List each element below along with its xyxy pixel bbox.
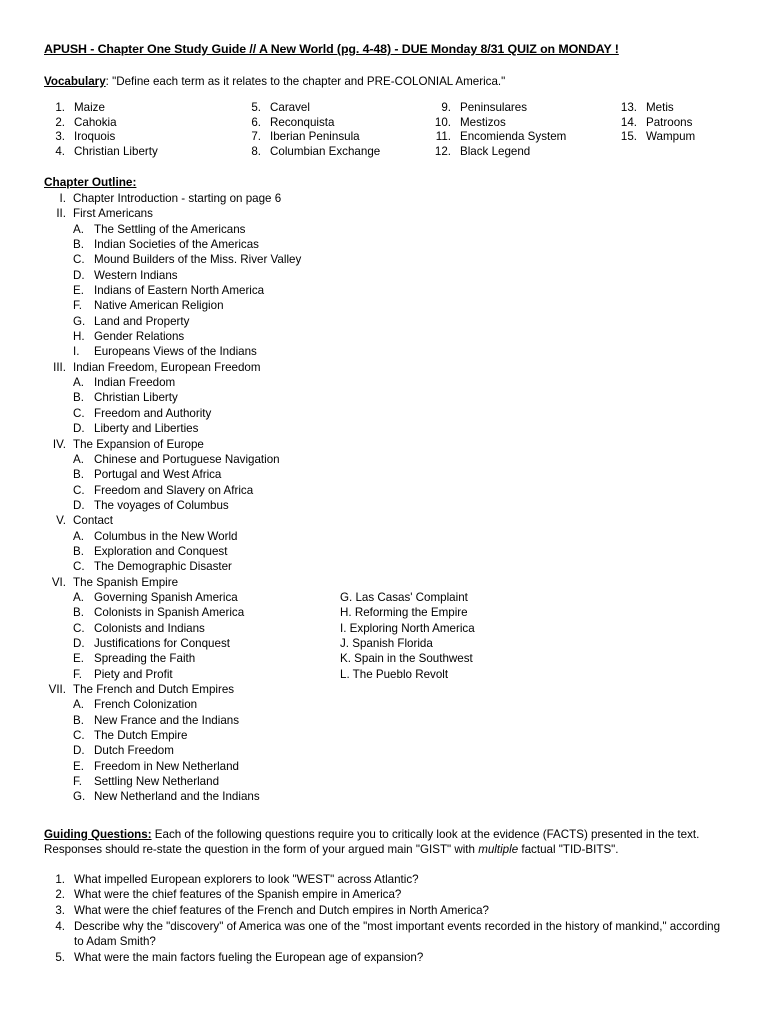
guiding-question-item	[44, 950, 730, 966]
outline-row-text: The Dutch Empire	[94, 729, 188, 743]
vocabulary-item	[430, 116, 620, 131]
vocabulary-item-term: Wampum	[646, 130, 696, 144]
outline-row-text: Gender Relations	[94, 330, 185, 344]
outline-subsection-row	[44, 467, 730, 482]
chapter-outline-heading: Chapter Outline:	[44, 175, 137, 189]
vocabulary-item	[616, 116, 731, 131]
vocabulary-item-number: 12.	[434, 144, 451, 158]
outline-row-marker: IV.	[52, 437, 66, 451]
vocabulary-item-term: Christian Liberty	[74, 144, 158, 158]
outline-row-marker: E.	[73, 759, 84, 773]
chapter-outline-list	[44, 191, 730, 805]
outline-row-marker: D.	[73, 636, 85, 650]
vocabulary-item-number: 5.	[251, 101, 261, 114]
outline-row-text: Freedom and Authority	[94, 406, 212, 420]
vocabulary-item-term: Reconquista	[270, 115, 335, 129]
outline-row-text: The Settling of the Americans	[94, 222, 246, 236]
outline-subsection-row	[44, 529, 730, 544]
outline-row-text: Colonists and Indians	[94, 621, 205, 635]
vocabulary-column	[240, 101, 430, 159]
outline-row-secondary-text: H. Reforming the Empire	[340, 606, 468, 620]
outline-row-marker: VI.	[51, 575, 66, 589]
vocabulary-column	[44, 101, 234, 159]
guiding-questions-intro	[44, 827, 730, 858]
outline-row-marker: D.	[73, 422, 85, 436]
vocabulary-item-number: 10.	[434, 115, 451, 129]
vocabulary-item-number: 3.	[55, 130, 65, 144]
outline-row-marker: G.	[73, 314, 86, 328]
guiding-question-item	[44, 919, 730, 950]
guiding-question-text: What were the chief features of the French and Dutch empires in North America?	[74, 903, 489, 917]
vocabulary-item-number: 2.	[55, 115, 65, 129]
outline-row-text: Indian Societies of the Americas	[94, 238, 259, 252]
outline-row-secondary-text: J. Spanish Florida	[340, 636, 433, 650]
outline-row-marker: A.	[73, 376, 84, 390]
vocabulary-item-term: Columbian Exchange	[270, 144, 381, 158]
outline-row-marker: B.	[73, 391, 84, 405]
outline-section-row	[44, 191, 730, 206]
outline-row-marker: II.	[56, 207, 66, 221]
outline-row-marker: D.	[73, 268, 85, 282]
vocabulary-item	[240, 145, 430, 160]
guiding-questions-block	[44, 827, 730, 966]
vocabulary-item	[240, 101, 430, 116]
outline-row-marker: A.	[73, 222, 84, 236]
outline-row-text: Freedom and Slavery on Africa	[94, 483, 254, 497]
outline-row-text: Indians of Eastern North America	[94, 284, 265, 298]
outline-row-text: Settling New Netherland	[94, 775, 220, 789]
outline-row-text: Chinese and Portuguese Navigation	[94, 452, 280, 466]
vocabulary-item	[616, 101, 731, 116]
outline-row-marker: G.	[73, 790, 86, 804]
outline-row-marker: C.	[73, 406, 85, 420]
outline-subsection-row	[44, 252, 730, 267]
outline-row-secondary-text: K. Spain in the Southwest	[340, 652, 473, 666]
outline-subsection-row	[44, 222, 730, 237]
outline-row-secondary-text: I. Exploring North America	[340, 621, 475, 635]
outline-row-marker: F.	[73, 775, 83, 789]
outline-subsection-row	[44, 314, 730, 329]
outline-row-marker: A.	[73, 529, 84, 543]
outline-row-text: French Colonization	[94, 698, 198, 712]
outline-row-text: Dutch Freedom	[94, 744, 174, 758]
vocabulary-item	[240, 116, 430, 131]
guiding-question-item	[44, 887, 730, 903]
vocabulary-item-number: 13.	[620, 101, 637, 114]
outline-section-row	[44, 513, 730, 528]
outline-row-marker: C.	[73, 560, 85, 574]
outline-section-row	[44, 682, 730, 697]
vocabulary-item-term: Black Legend	[460, 144, 531, 158]
vocabulary-label-colon: :	[105, 75, 109, 88]
guiding-question-item	[44, 872, 730, 888]
outline-row-text: Freedom in New Netherland	[94, 759, 239, 773]
outline-subsection-row	[44, 789, 730, 804]
outline-subsection-row	[44, 713, 730, 728]
vocabulary-item-term: Metis	[646, 101, 674, 114]
vocabulary-item-number: 7.	[251, 130, 261, 144]
vocabulary-label: Vocabulary	[44, 75, 106, 88]
outline-section-row	[44, 206, 730, 221]
outline-row-text: The French and Dutch Empires	[73, 683, 235, 696]
outline-row-marker: A.	[73, 698, 84, 712]
outline-subsection-row	[44, 498, 730, 513]
vocabulary-item	[44, 116, 234, 131]
outline-row-marker: B.	[73, 544, 84, 558]
outline-subsection-row	[44, 759, 730, 774]
outline-row-text: Europeans Views of the Indians	[94, 345, 257, 359]
vocabulary-item-term: Iberian Peninsula	[270, 130, 360, 144]
vocabulary-item	[430, 130, 620, 145]
outline-row-marker: E.	[73, 284, 84, 298]
outline-row-text: Land and Property	[94, 314, 190, 328]
outline-row-text: Indian Freedom, European Freedom	[73, 360, 261, 374]
outline-row-marker: I.	[73, 345, 80, 359]
page-title: APUSH - Chapter One Study Guide // A New World (pg. 4-48) - DUE Monday 8/31 QUIZ on MONDAY !	[44, 42, 619, 56]
vocabulary-item-term: Encomienda System	[460, 130, 567, 144]
outline-row-text: Justifications for Conquest	[94, 636, 230, 650]
outline-subsection-row	[44, 636, 730, 651]
outline-row-text: Colonists in Spanish America	[94, 606, 245, 620]
outline-row-marker: V.	[56, 514, 66, 528]
outline-row-text: Liberty and Liberties	[94, 422, 199, 436]
outline-row-text: Indian Freedom	[94, 376, 176, 390]
outline-row-marker: F.	[73, 667, 83, 681]
outline-row-text: Portugal and West Africa	[94, 468, 222, 482]
outline-subsection-row	[44, 605, 730, 620]
outline-row-marker: D.	[73, 744, 85, 758]
outline-row-text: Exploration and Conquest	[94, 544, 228, 558]
vocabulary-item	[240, 130, 430, 145]
outline-row-marker: A.	[73, 452, 84, 466]
vocabulary-item-number: 6.	[251, 115, 261, 129]
guiding-question-number: 1.	[55, 872, 65, 886]
outline-subsection-row	[44, 421, 730, 436]
vocabulary-item	[44, 145, 234, 160]
outline-row-text: First Americans	[73, 207, 153, 221]
vocabulary-instruction-line	[44, 75, 730, 89]
vocabulary-item-term: Patroons	[646, 115, 693, 129]
outline-row-secondary-text: L. The Pueblo Revolt	[340, 667, 449, 681]
outline-row-marker: H.	[73, 330, 85, 344]
vocabulary-instruction-text: "Define each term as it relates to the chapter and PRE-COLONIAL America."	[108, 75, 506, 88]
outline-row-secondary-text: G. Las Casas' Complaint	[340, 590, 468, 604]
outline-row-text: The voyages of Columbus	[94, 498, 229, 512]
outline-section-row	[44, 575, 730, 590]
vocabulary-item-term: Mestizos	[460, 115, 506, 129]
outline-subsection-row	[44, 268, 730, 283]
outline-row-text: New Netherland and the Indians	[94, 790, 260, 804]
outline-subsection-row	[44, 298, 730, 313]
outline-subsection-row	[44, 452, 730, 467]
outline-subsection-row	[44, 329, 730, 344]
outline-subsection-row	[44, 544, 730, 559]
vocabulary-item-number: 8.	[251, 144, 261, 158]
vocabulary-item	[430, 101, 620, 116]
outline-row-marker: III.	[53, 360, 66, 374]
document-content	[44, 42, 730, 965]
outline-subsection-row	[44, 344, 730, 359]
outline-row-text: Piety and Profit	[94, 667, 173, 681]
vocabulary-item-number: 15.	[620, 130, 637, 144]
outline-subsection-row	[44, 651, 730, 666]
guiding-questions-label: Guiding Questions:	[44, 827, 152, 841]
outline-subsection-row	[44, 590, 730, 605]
outline-row-marker: C.	[73, 253, 85, 267]
outline-subsection-row	[44, 728, 730, 743]
guiding-questions-list	[44, 872, 730, 966]
outline-section-row	[44, 360, 730, 375]
guiding-question-item	[44, 903, 730, 919]
vocabulary-item	[430, 145, 620, 160]
guiding-question-text: What impelled European explorers to look "WEST" across Atlantic?	[74, 872, 419, 886]
vocabulary-list	[44, 101, 730, 163]
guiding-intro-part2: factual "TID-BITS".	[518, 843, 619, 857]
outline-row-marker: E.	[73, 652, 84, 666]
outline-row-marker: B.	[73, 468, 84, 482]
vocabulary-item-number: 4.	[55, 144, 65, 158]
outline-row-text: Spreading the Faith	[94, 652, 196, 666]
vocabulary-item	[616, 130, 731, 145]
outline-row-text: Governing Spanish America	[94, 590, 238, 604]
outline-row-text: The Expansion of Europe	[73, 437, 204, 451]
vocabulary-item-term: Maize	[74, 101, 105, 114]
outline-row-text: Christian Liberty	[94, 391, 178, 405]
vocabulary-item-term: Caravel	[270, 101, 310, 114]
guiding-intro-emphasis: multiple	[478, 843, 519, 857]
outline-subsection-row	[44, 743, 730, 758]
guiding-question-number: 3.	[55, 903, 65, 917]
vocabulary-item-number: 9.	[441, 101, 451, 114]
outline-subsection-row	[44, 375, 730, 390]
guiding-question-text: What were the chief features of the Spanish empire in America?	[74, 888, 402, 902]
outline-subsection-row	[44, 406, 730, 421]
vocabulary-item	[44, 130, 234, 145]
guiding-question-text: Describe why the "discovery" of America was one of the "most important events recorded in the history of mankind," according to Adam Smith?	[74, 919, 721, 949]
vocabulary-item-number: 14.	[620, 115, 637, 129]
outline-row-marker: B.	[73, 713, 84, 727]
vocabulary-item-term: Iroquois	[74, 130, 116, 144]
outline-row-marker: C.	[73, 621, 85, 635]
guiding-intro-part1: Each of the following questions require you to critically look at the evidence (FACTS) presented in the text. Responses should re-state the question in the form of your argued main "GIST" with	[44, 827, 700, 857]
vocabulary-column	[430, 101, 620, 159]
outline-row-text: Columbus in the New World	[94, 529, 238, 543]
guiding-question-number: 2.	[55, 888, 65, 902]
outline-row-marker: D.	[73, 498, 85, 512]
outline-subsection-row	[44, 697, 730, 712]
outline-row-text: Native American Religion	[94, 299, 224, 313]
vocabulary-column	[616, 101, 731, 145]
outline-subsection-row	[44, 559, 730, 574]
outline-row-text: The Demographic Disaster	[94, 560, 232, 574]
outline-subsection-row	[44, 774, 730, 789]
outline-row-text: New France and the Indians	[94, 713, 240, 727]
guiding-question-number: 5.	[55, 950, 65, 964]
outline-row-text: Chapter Introduction - starting on page 6	[73, 192, 282, 205]
vocabulary-item	[44, 101, 234, 116]
vocabulary-item-number: 11.	[435, 130, 451, 144]
outline-row-text: Mound Builders of the Miss. River Valley	[94, 253, 302, 267]
outline-row-marker: B.	[73, 606, 84, 620]
outline-row-text: Contact	[73, 514, 113, 528]
outline-subsection-row	[44, 237, 730, 252]
vocabulary-item-term: Peninsulares	[460, 101, 528, 114]
outline-row-marker: C.	[73, 483, 85, 497]
outline-row-marker: VII.	[48, 683, 66, 696]
outline-row-marker: C.	[73, 729, 85, 743]
outline-row-text: The Spanish Empire	[73, 575, 179, 589]
outline-row-marker: A.	[73, 590, 84, 604]
guiding-question-text: What were the main factors fueling the European age of expansion?	[74, 950, 424, 964]
outline-subsection-row	[44, 390, 730, 405]
outline-subsection-row	[44, 667, 730, 682]
outline-row-marker: I.	[59, 192, 66, 205]
guiding-question-number: 4.	[55, 919, 65, 933]
outline-row-marker: B.	[73, 238, 84, 252]
outline-subsection-row	[44, 621, 730, 636]
outline-subsection-row	[44, 483, 730, 498]
vocabulary-item-term: Cahokia	[74, 115, 117, 129]
vocabulary-item-number: 1.	[55, 101, 65, 114]
outline-row-text: Western Indians	[94, 268, 178, 282]
outline-subsection-row	[44, 283, 730, 298]
outline-row-marker: F.	[73, 299, 83, 313]
outline-section-row	[44, 437, 730, 452]
